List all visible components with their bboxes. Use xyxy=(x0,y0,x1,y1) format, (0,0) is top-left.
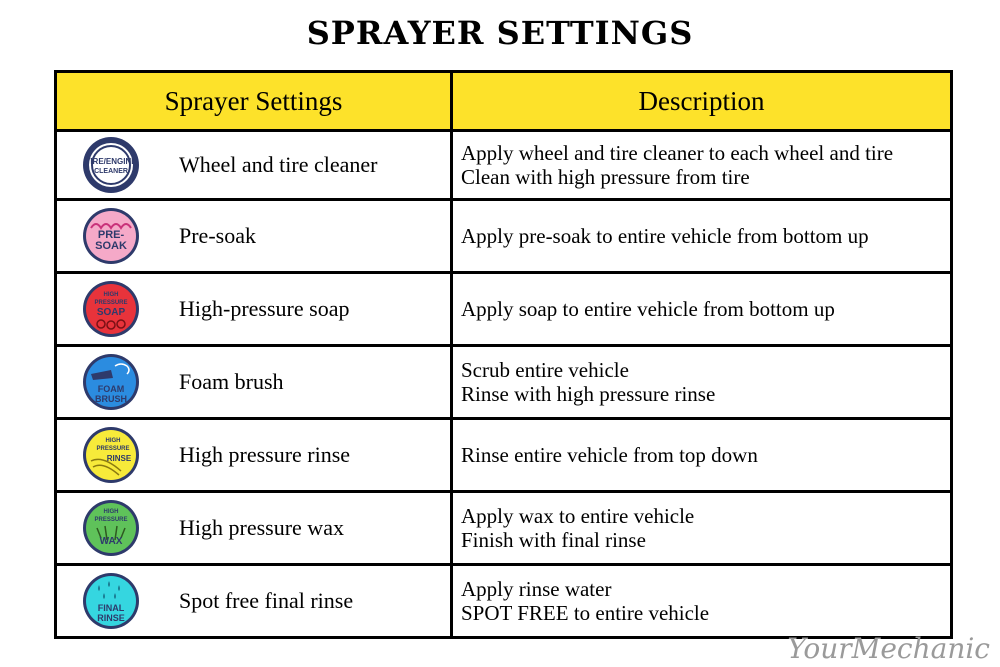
description-line: Rinse entire vehicle from top down xyxy=(461,443,758,467)
setting-cell xyxy=(56,492,452,565)
page-title: SPRAYER SETTINGS xyxy=(306,14,694,52)
setting-label: Foam brush xyxy=(179,369,284,394)
brand-logo: YourMechanic xyxy=(787,632,990,665)
description-cell xyxy=(452,273,952,346)
setting-cell xyxy=(56,273,452,346)
setting-cell xyxy=(56,131,452,200)
icon-text: TIRE/ENGINE xyxy=(85,157,137,166)
table-row xyxy=(56,131,952,200)
icon-text: HIGH xyxy=(103,509,119,515)
table-row xyxy=(56,565,952,638)
high-pressure-rinse-icon xyxy=(81,425,141,485)
icon-text: RINSE xyxy=(97,613,125,623)
setting-cell xyxy=(56,419,452,492)
description-line: Apply pre-soak to entire vehicle from bottom up xyxy=(461,224,869,248)
icon-text: WAX xyxy=(99,536,123,547)
icon-text: BRUSH xyxy=(94,394,128,404)
description-line: Apply wax to entire vehicle xyxy=(461,504,695,528)
icon-text: PRESSURE xyxy=(96,446,130,452)
tire-engine-cleaner-icon xyxy=(81,135,141,195)
description-line: Finish with final rinse xyxy=(461,528,646,552)
description-line: SPOT FREE to entire vehicle xyxy=(461,601,710,625)
icon-text: HIGH xyxy=(103,292,119,298)
description-line: Apply rinse water xyxy=(461,577,612,601)
description-line: Rinse with high pressure rinse xyxy=(461,382,716,406)
icon-text: FOAM xyxy=(97,384,125,394)
description-cell xyxy=(452,419,952,492)
setting-label: High pressure rinse xyxy=(179,442,351,467)
icon-text: CLEANER xyxy=(94,168,128,175)
high-pressure-wax-icon xyxy=(81,498,141,558)
table-row xyxy=(56,492,952,565)
column-header-description: Description xyxy=(452,72,952,131)
description-cell xyxy=(452,492,952,565)
icon-text: RINSE xyxy=(106,454,132,463)
setting-label: High pressure wax xyxy=(179,515,344,540)
setting-cell xyxy=(56,565,452,638)
icon-text: SOAK xyxy=(95,240,127,252)
spot-free-final-rinse-icon xyxy=(81,571,141,631)
table-row xyxy=(56,419,952,492)
foam-brush-icon xyxy=(81,352,141,412)
sprayer-settings-table xyxy=(54,70,953,639)
high-pressure-soap-icon xyxy=(81,279,141,339)
icon-text: FINAL xyxy=(97,603,125,613)
description-line: Clean with high pressure from tire xyxy=(461,165,750,189)
description-cell xyxy=(452,200,952,273)
table-row xyxy=(56,346,952,419)
column-header-settings: Sprayer Settings xyxy=(56,72,452,131)
icon-text: PRE- xyxy=(97,229,125,241)
setting-cell xyxy=(56,200,452,273)
description-line: Apply soap to entire vehicle from bottom up xyxy=(461,297,835,321)
table-row xyxy=(56,273,952,346)
icon-text: PRESSURE xyxy=(94,517,128,523)
setting-label: Pre-soak xyxy=(179,223,256,248)
table-header-row xyxy=(56,72,952,131)
setting-cell xyxy=(56,346,452,419)
description-cell xyxy=(452,131,952,200)
setting-label: High-pressure soap xyxy=(179,296,350,321)
pre-soak-icon xyxy=(81,206,141,266)
icon-text: HIGH xyxy=(105,438,121,444)
description-cell xyxy=(452,346,952,419)
setting-label: Wheel and tire cleaner xyxy=(179,152,378,177)
icon-text: SOAP xyxy=(96,307,126,318)
icon-text: PRESSURE xyxy=(94,300,128,306)
setting-label: Spot free final rinse xyxy=(179,588,354,613)
description-line: Apply wheel and tire cleaner to each wheel and tire xyxy=(461,141,894,165)
description-line: Scrub entire vehicle xyxy=(461,358,629,382)
description-cell xyxy=(452,565,952,638)
table-row xyxy=(56,200,952,273)
